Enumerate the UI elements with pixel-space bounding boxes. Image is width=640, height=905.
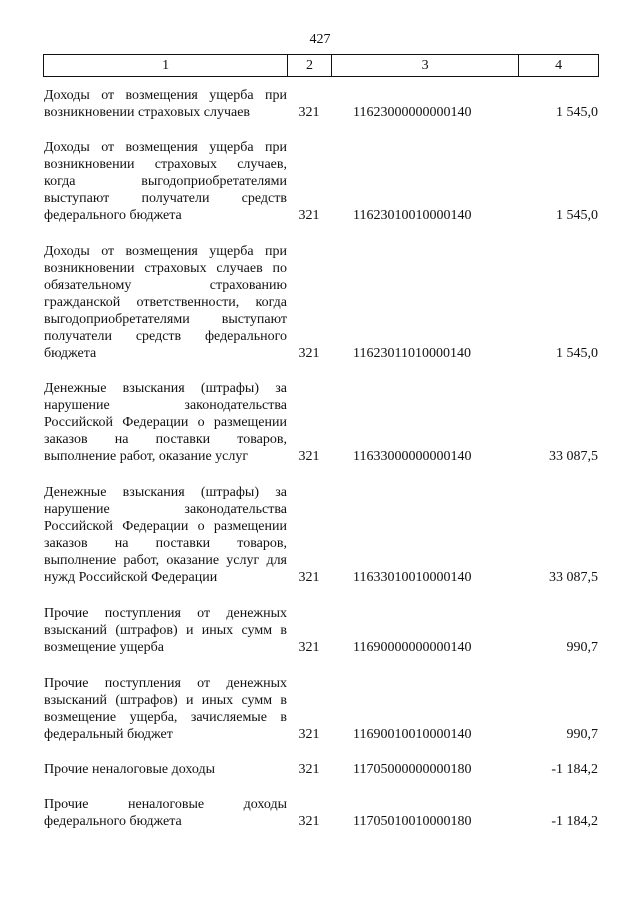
table-row bbox=[43, 87, 599, 121]
header-col-3: 3 bbox=[331, 55, 518, 76]
row-budget-code: 11705000000000180 bbox=[353, 762, 472, 777]
revenue-table bbox=[43, 54, 599, 830]
row-budget-code: 11623010010000140 bbox=[353, 208, 472, 223]
row-budget-code: 11623000000000140 bbox=[353, 105, 472, 120]
header-col-2: 2 bbox=[287, 55, 331, 76]
row-budget-code: 11690010010000140 bbox=[353, 727, 472, 742]
row-admin-code: 321 bbox=[298, 449, 320, 464]
row-amount: 33 087,5 bbox=[549, 449, 598, 464]
row-amount: -1 184,2 bbox=[551, 814, 598, 829]
table-header-row bbox=[43, 54, 599, 77]
table-row bbox=[43, 139, 599, 224]
table-row bbox=[43, 243, 599, 362]
row-budget-code: 11690000000000140 bbox=[353, 640, 472, 655]
row-admin-code: 321 bbox=[298, 346, 320, 361]
row-description: Денежные взыскания (штрафы) за нарушение законодательства Российской Федерации о размещении заказов на поставки товаров, выполнение работ, оказание услуг bbox=[44, 381, 287, 464]
row-admin-code: 321 bbox=[298, 105, 320, 120]
row-budget-code: 11633000000000140 bbox=[353, 449, 472, 464]
row-admin-code: 321 bbox=[298, 727, 320, 742]
row-amount: 990,7 bbox=[566, 640, 598, 655]
row-amount: 1 545,0 bbox=[556, 346, 598, 361]
row-description: Доходы от возмещения ущерба при возникновении страховых случаев bbox=[44, 88, 287, 120]
row-amount: 1 545,0 bbox=[556, 105, 598, 120]
table-row bbox=[43, 484, 599, 586]
row-admin-code: 321 bbox=[298, 640, 320, 655]
row-description: Прочие поступления от денежных взысканий (штрафов) и иных сумм в возмещение ущерба bbox=[44, 606, 287, 655]
table-row bbox=[43, 796, 599, 830]
table-row bbox=[43, 675, 599, 743]
table-row bbox=[43, 605, 599, 656]
row-admin-code: 321 bbox=[298, 762, 320, 777]
row-description: Прочие неналоговые доходы bbox=[44, 762, 216, 777]
row-admin-code: 321 bbox=[298, 208, 320, 223]
header-col-1: 1 bbox=[162, 57, 170, 73]
row-description: Прочие поступления от денежных взысканий (штрафов) и иных сумм в возмещение ущерба, зачисляемые в федеральный бюджет bbox=[44, 676, 287, 742]
row-description: Прочие неналоговые доходы федерального бюджета bbox=[44, 797, 287, 829]
row-description: Денежные взыскания (штрафы) за нарушение законодательства Российской Федерации о размещении заказов на поставки товаров, выполнение работ, оказание услуг для нужд Российской Федерации bbox=[44, 485, 287, 585]
row-budget-code: 11623011010000140 bbox=[353, 346, 471, 361]
row-amount: -1 184,2 bbox=[551, 762, 598, 777]
row-amount: 33 087,5 bbox=[549, 570, 598, 585]
row-amount: 1 545,0 bbox=[556, 208, 598, 223]
row-budget-code: 11633010010000140 bbox=[353, 570, 472, 585]
row-admin-code: 321 bbox=[298, 570, 320, 585]
row-description: Доходы от возмещения ущерба при возникновении страховых случаев по обязательному страхованию гражданской ответственности, когда выгодоприобретателями выступают получатели средств федерального бюджета bbox=[44, 244, 287, 361]
row-description: Доходы от возмещения ущерба при возникновении страховых случаев, когда выгодоприобретателями выступают получатели средств федерального бюджета bbox=[44, 140, 287, 223]
table-row bbox=[43, 380, 599, 465]
row-amount: 990,7 bbox=[566, 727, 598, 742]
row-admin-code: 321 bbox=[298, 814, 320, 829]
row-budget-code: 11705010010000180 bbox=[353, 814, 472, 829]
page-number: 427 bbox=[309, 32, 331, 47]
table-row bbox=[43, 761, 599, 778]
header-col-4: 4 bbox=[518, 55, 598, 76]
